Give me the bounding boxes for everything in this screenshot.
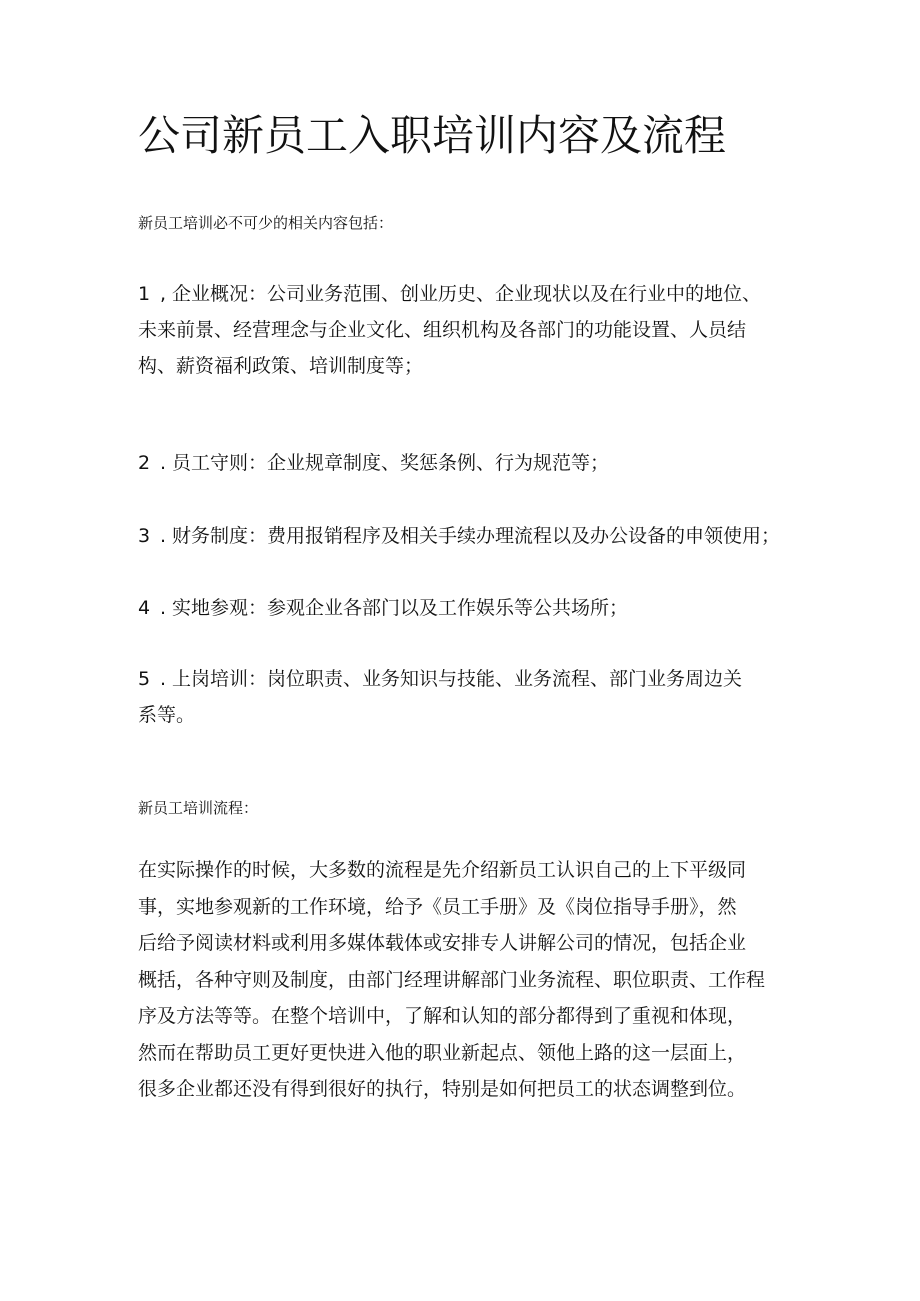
- paragraph-line: 然而在帮助员工更好更快进入他的职业新起点、领他上路的这一层面上，: [138, 1041, 747, 1064]
- list-item-line: 构、薪资福利政策、培训制度等；: [138, 355, 424, 377]
- paragraph-line: 概括，各种守则及制度，由部门经理讲解部门业务流程、职位职责、工作程: [138, 968, 766, 991]
- paragraph-line: 事，实地参观新的工作环境，给予《员工手册》及《岗位指导手册》，然: [138, 895, 737, 918]
- paragraph-line: 后给予阅读材料或利用多媒体载体或安排专人讲解公司的情况，包括企业: [138, 932, 747, 954]
- list-item-line: 系等。: [138, 704, 196, 726]
- list-item-5: [138, 661, 798, 733]
- item-separator: .: [160, 597, 167, 619]
- item-text: 财务制度：费用报销程序及相关手续办理流程以及办公设备的申领使用；: [172, 525, 781, 547]
- list-item-line: [138, 445, 798, 481]
- item-separator: ,: [160, 283, 167, 305]
- item-separator: .: [160, 668, 167, 690]
- list-item-line: [138, 661, 798, 697]
- process-heading: 新员工培训流程：: [138, 799, 259, 817]
- list-item-4: [138, 590, 798, 626]
- document-title: 公司新员工入职培训内容及流程: [138, 111, 727, 160]
- paragraph-line: 序及方法等等。在整个培训中，了解和认知的部分都得到了重视和体现，: [138, 1005, 747, 1027]
- list-item-line: [138, 276, 798, 312]
- item-number: 3: [138, 525, 151, 547]
- intro-text: 新员工培训必不可少的相关内容包括：: [138, 214, 394, 232]
- list-item-2: [138, 445, 798, 481]
- item-text: 企业概况：公司业务范围、创业历史、企业现状以及在行业中的地位、: [172, 283, 762, 305]
- item-text: 员工守则：企业规章制度、奖惩条例、行为规范等；: [172, 452, 610, 474]
- item-separator: .: [160, 525, 167, 547]
- paragraph-line: 很多企业都还没有得到很好的执行，特别是如何把员工的状态调整到位。: [138, 1078, 747, 1100]
- list-item-line: 未来前景、经营理念与企业文化、组织机构及各部门的功能设置、人员结: [138, 319, 747, 341]
- item-text: 实地参观：参观企业各部门以及工作娱乐等公共场所；: [172, 597, 629, 619]
- item-number: 4: [138, 597, 151, 619]
- list-item-1: [138, 276, 798, 384]
- item-number: 1: [138, 283, 151, 305]
- list-item-3: [138, 518, 798, 554]
- list-item-line: [138, 518, 798, 554]
- item-number: 2: [138, 452, 151, 474]
- item-number: 5: [138, 668, 151, 690]
- paragraph-line: 在实际操作的时候，大多数的流程是先介绍新员工认识自己的上下平级同: [138, 859, 747, 881]
- item-separator: .: [160, 452, 167, 474]
- process-paragraph: [138, 852, 798, 1108]
- list-item-line: [138, 590, 798, 626]
- item-text: 上岗培训：岗位职责、业务知识与技能、业务流程、部门业务周边关: [172, 668, 743, 690]
